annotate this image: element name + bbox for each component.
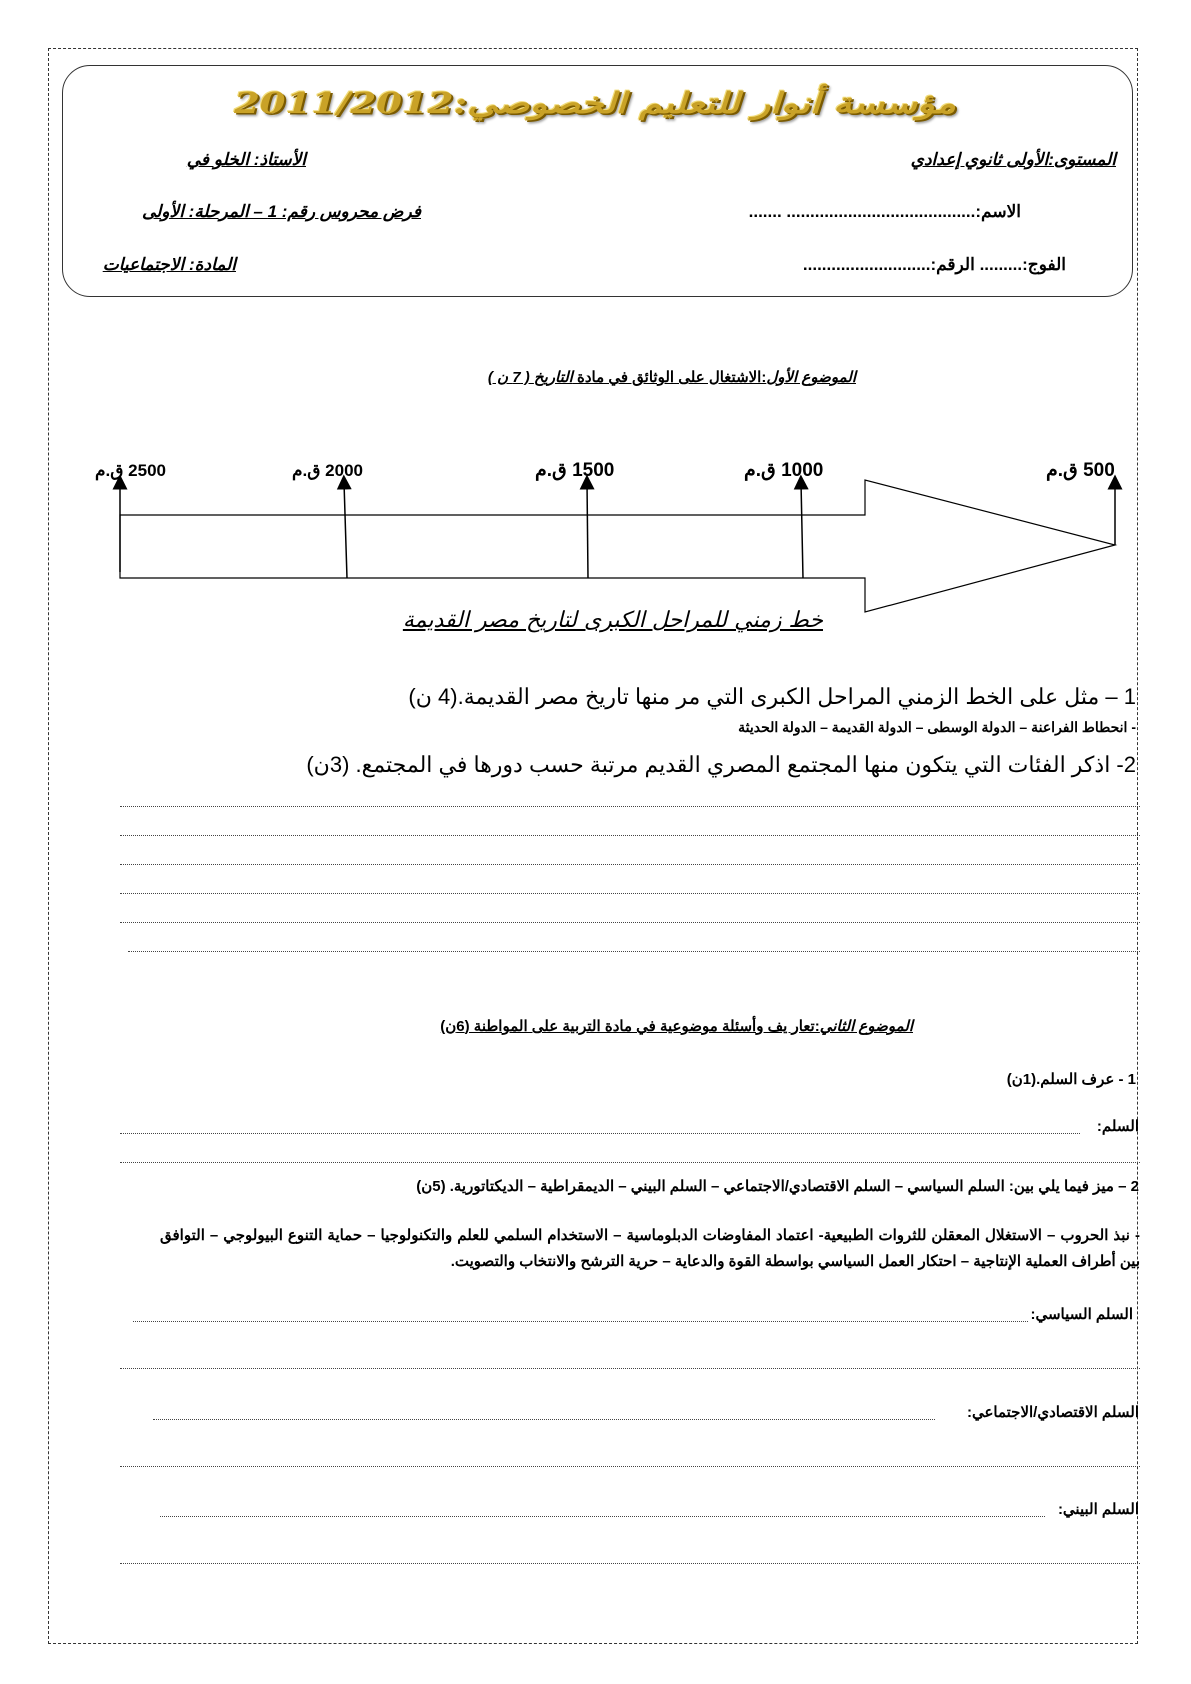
name-dots: ........................................ ....... [748,202,976,221]
level-label: المستوى:الأولى ثانوي إعدادي [910,150,1116,169]
question-1-1: 1 – مثل على الخط الزمني المراحل الكبرى التي مر منها تاريخ مصر القديمة.(4 ن) [408,684,1136,709]
question-2-2-list: - نبذ الحروب – الاستغلال المعقلن للثروات الطبيعية- اعتماد المفاوضات الدبلوماسية – الاستخدام السلمي للعلم والتكنولوجيا – حماية التنوع البيولوجي – التوافق بين أطراف العملية الإنتاجية – احتكار العمل السياسي بواسطة القوة والدعاية – حرية الترشح والانتخاب والتصويت. [160,1227,1140,1270]
answer-line[interactable] [120,1368,1140,1369]
tick-label-1000: 1000 ق.م [744,460,824,481]
tick-1000 [801,482,803,578]
question-1-2: 2- اذكر الفئات التي يتكون منها المجتمع المصري القديم مرتبة حسب دورها في المجتمع. (3ن) [306,752,1136,777]
section1-title-italic: الموضوع الأول [766,369,856,386]
test-title: فرض محروس رقم: 1 – المرحلة: الأولى [141,202,421,221]
question-2-2: 2 – ميز فيما يلي بين: السلم السياسي – السلم الاقتصادي/الاجتماعي – السلم البيني – الديمقراطية – الديكتاتورية. (5ن) [416,1178,1139,1195]
timeline-caption: خط زمني للمراحل الكبرى لتاريخ مصر القديمة [402,608,823,633]
answer-line[interactable] [153,1419,935,1420]
answer-line[interactable] [120,1162,1140,1163]
section1-title-points: ( 7 ن ) [487,369,534,386]
economic-peace-label: السلم الاقتصادي/الاجتماعي: [966,1404,1139,1421]
group-label: الفوج: [1022,255,1066,274]
question-2-1: 1 - عرف السلم.(1ن) [1006,1071,1136,1088]
group-dots: ......... [979,255,1023,274]
answer-line[interactable] [120,893,1140,894]
tick-label-500: 500 ق.م [1046,460,1115,481]
tick-label-1500: 1500 ق.م [535,460,615,481]
number-label: الرقم: [930,255,975,274]
tick-label-2000: 2000 ق.م [292,461,363,480]
political-peace-label: السلم السياسي: [1030,1306,1133,1323]
environmental-peace-label: السلم البيني: [1057,1501,1139,1518]
answer-line[interactable] [120,1466,1140,1467]
answer-line[interactable] [120,1133,1080,1134]
tick-label-2500: 2500 ق.م [95,461,166,480]
answer-line[interactable] [120,922,1140,923]
number-dots: ........................... [802,255,931,274]
teacher-label: الأستاذ: الخلو في [186,150,306,169]
section1-title-subject: التاريخ [533,369,573,386]
timeline-arrow [120,480,1115,612]
answer-line[interactable] [120,864,1140,865]
answer-line[interactable] [120,1563,1140,1564]
section1-title-rest: :الاشتغال على الوثائق في مادة [572,369,767,386]
section2-title-italic: الموضوع الثاني [819,1018,913,1035]
section2-title-rest: :تعار يف وأسئلة موضوعية في مادة التربية على المواطنة (6ن) [440,1018,820,1035]
peace-label: السلم: [1096,1118,1139,1135]
tick-1500 [587,482,588,578]
answer-line[interactable] [128,951,1140,952]
answer-line[interactable] [160,1516,1045,1517]
answer-line[interactable] [120,835,1140,836]
school-title: مؤسسة أنوار للتعليم الخصوصي:2011/2012 [234,85,956,120]
question-1-1-hint: - انحطاط الفراعنة – الدولة الوسطى – الدولة القديمة – الدولة الحديثة [738,719,1136,735]
subject-label: المادة: الاجتماعيات [102,255,236,274]
tick-2000 [344,482,347,578]
timeline-diagram [0,0,1191,640]
answer-line[interactable] [133,1321,1028,1322]
name-label: الاسم: [975,202,1021,221]
section2-title [440,1017,913,1035]
answer-line[interactable] [120,806,1140,807]
